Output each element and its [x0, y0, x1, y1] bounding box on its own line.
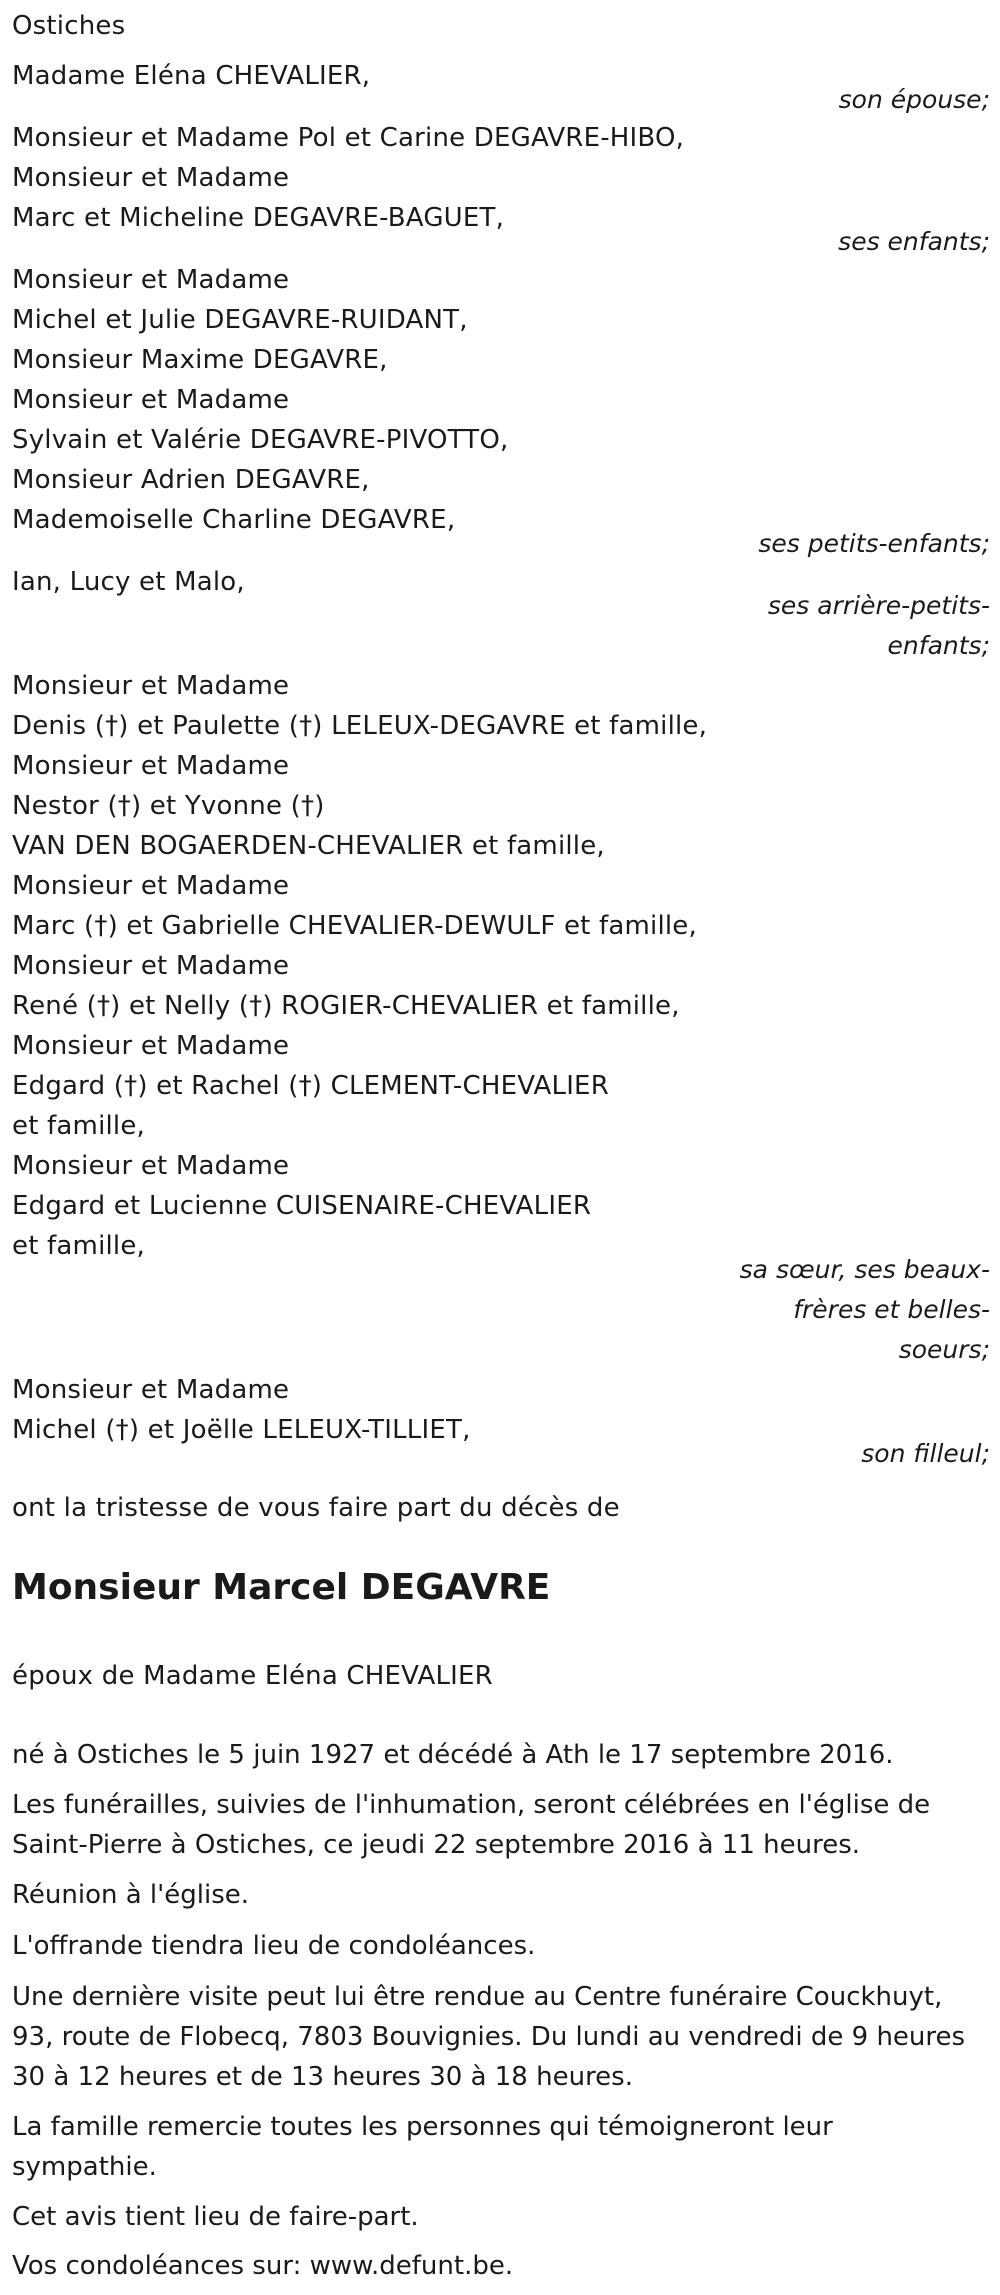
- family-line: VAN DEN BOGAERDEN-CHEVALIER et famille,: [12, 831, 605, 861]
- family-line: Mademoiselle Charline DEGAVRE,: [12, 505, 456, 535]
- spouse-line: époux de Madame Eléna CHEVALIER: [12, 1661, 493, 1691]
- family-line: Monsieur Adrien DEGAVRE,: [12, 465, 370, 495]
- family-line: Monsieur et Madame: [12, 1375, 290, 1405]
- relationship-label-line: ses arrière-petits-: [767, 591, 990, 620]
- relationship-label-line: soeurs;: [898, 1335, 990, 1364]
- deceased-name: Monsieur Marcel DEGAVRE: [12, 1567, 551, 1608]
- birth-death-info: né à Ostiches le 5 juin 1927 et décédé à Ath le 17 septembre 2016.: [12, 1740, 894, 1770]
- family-line: Monsieur et Madame: [12, 1151, 290, 1181]
- notice-text: Cet avis tient lieu de faire-part.: [12, 2202, 419, 2232]
- family-line: Monsieur et Madame: [12, 671, 290, 701]
- announcement-text: ont la tristesse de vous faire part du décès de: [12, 1493, 620, 1523]
- visit-info: Une dernière visite peut lui être rendue au Centre funéraire Couckhuyt, 93, route de Flobecq, 7803 Bouvignies. Du lundi au vendredi de 9 heures 30 à 12 heures et de 13 heures 30 à 18 heures.: [12, 1982, 966, 2092]
- funeral-info: Les funérailles, suivies de l'inhumation, seront célébrées en l'église de Saint-Pierre à Ostiches, ce jeudi 22 septembre 2016 à 11 heures.: [12, 1790, 931, 1860]
- family-line: Madame Eléna CHEVALIER,: [12, 61, 371, 91]
- relationship-label: ses enfants;: [838, 227, 990, 256]
- place-name: Ostiches: [12, 11, 126, 41]
- family-line: Nestor (†) et Yvonne (†): [12, 791, 325, 821]
- family-line: Marc et Micheline DEGAVRE-BAGUET,: [12, 203, 505, 233]
- family-line: Edgard et Lucienne CUISENAIRE-CHEVALIER: [12, 1191, 592, 1221]
- relationship-label: son épouse;: [838, 85, 990, 114]
- meeting-info: Réunion à l'église.: [12, 1880, 250, 1910]
- relationship-label: son filleul;: [861, 1439, 990, 1468]
- family-line: Monsieur et Madame: [12, 163, 290, 193]
- relationship-label: [690, 586, 990, 666]
- family-line: Monsieur et Madame: [12, 1031, 290, 1061]
- condolences-link[interactable]: Vos condoléances sur: www.defunt.be.: [12, 2251, 514, 2281]
- thanks-text: La famille remercie toutes les personnes qui témoigneront leur sympathie.: [12, 2112, 833, 2182]
- family-line: Monsieur et Madame: [12, 951, 290, 981]
- relationship-label-line: frères et belles-: [793, 1295, 990, 1324]
- family-line: Monsieur et Madame: [12, 751, 290, 781]
- relationship-label: [630, 1250, 990, 1370]
- family-line: Edgard (†) et Rachel (†) CLEMENT-CHEVALIER: [12, 1071, 609, 1101]
- family-line: Sylvain et Valérie DEGAVRE-PIVOTTO,: [12, 425, 509, 455]
- family-line: Ian, Lucy et Malo,: [12, 567, 245, 597]
- relationship-label-line: sa sœur, ses beaux-: [739, 1255, 990, 1284]
- family-line: Michel (†) et Joëlle LELEUX-TILLIET,: [12, 1415, 471, 1445]
- family-line: René (†) et Nelly (†) ROGIER-CHEVALIER et famille,: [12, 991, 680, 1021]
- family-line: Monsieur Maxime DEGAVRE,: [12, 345, 388, 375]
- family-line: Monsieur et Madame: [12, 385, 290, 415]
- family-line: et famille,: [12, 1111, 145, 1141]
- family-line: Monsieur et Madame: [12, 265, 290, 295]
- family-line: Monsieur et Madame: [12, 871, 290, 901]
- relationship-label-line: enfants;: [887, 631, 990, 660]
- family-line: Michel et Julie DEGAVRE-RUIDANT,: [12, 305, 468, 335]
- relationship-label: ses petits-enfants;: [758, 529, 990, 558]
- offering-info: L'offrande tiendra lieu de condoléances.: [12, 1931, 536, 1961]
- family-line: et famille,: [12, 1231, 145, 1261]
- family-line: Monsieur et Madame Pol et Carine DEGAVRE-HIBO,: [12, 123, 685, 153]
- family-line: Marc (†) et Gabrielle CHEVALIER-DEWULF et famille,: [12, 911, 697, 941]
- family-line: Denis (†) et Paulette (†) LELEUX-DEGAVRE et famille,: [12, 711, 708, 741]
